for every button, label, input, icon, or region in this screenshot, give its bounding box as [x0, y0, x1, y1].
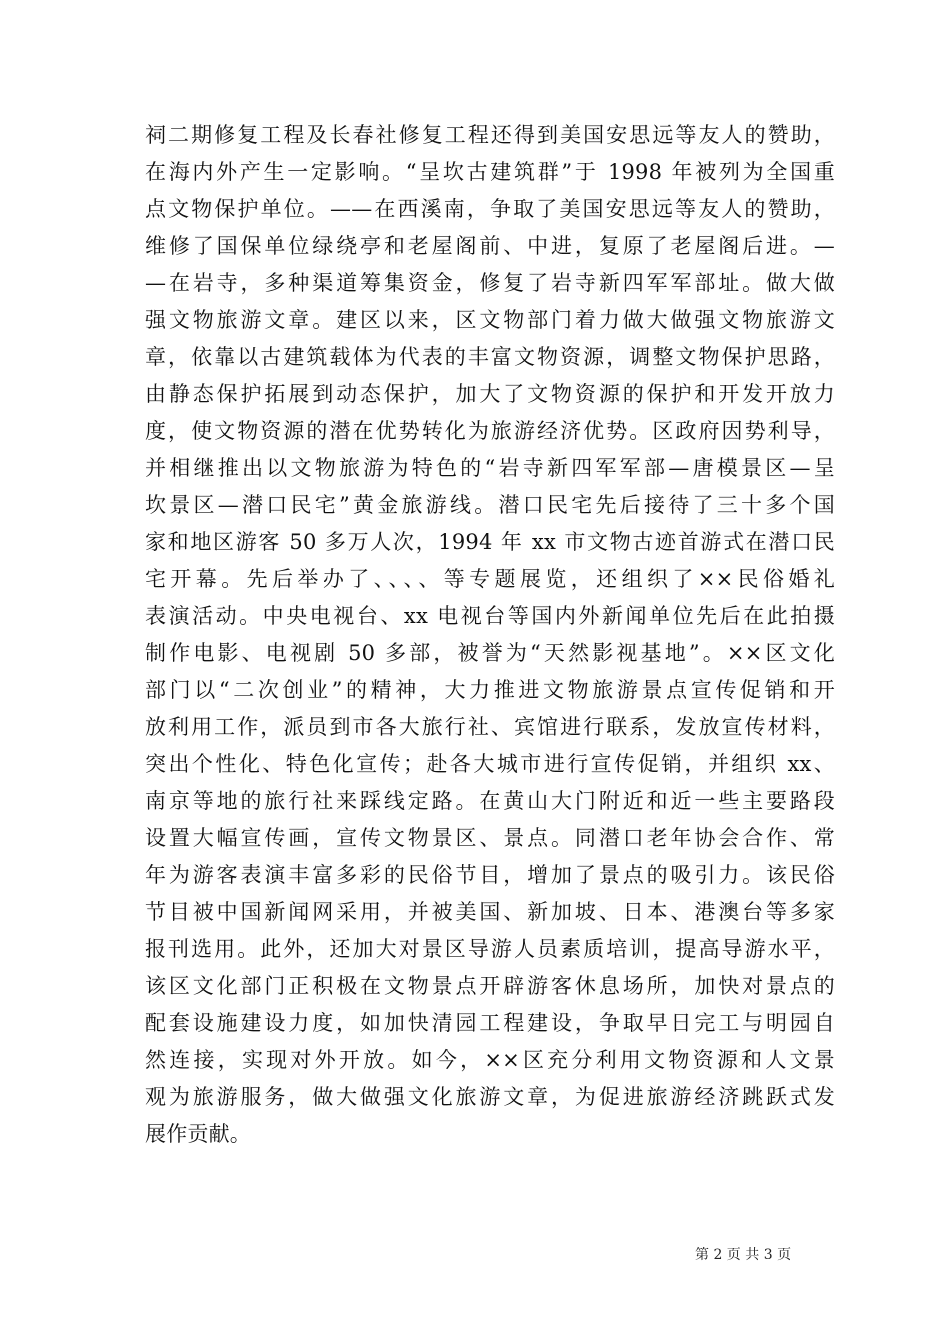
text-line: 然连接，实现对外开放。如今，××区充分利用文物资源和人文景 [145, 1048, 835, 1072]
text-line: 点文物保护单位。——在西溪南，争取了美国安思远等友人的赞助， [145, 197, 835, 221]
text-line: 祠二期修复工程及长春社修复工程还得到美国安思远等友人的赞助， [145, 123, 835, 147]
text-line: 由静态保护拓展到动态保护，加大了文物资源的保护和开发开放力 [145, 382, 835, 406]
body-text [145, 117, 835, 1153]
text-line: —在岩寺，多种渠道筹集资金，修复了岩寺新四军军部址。做大做 [145, 271, 835, 295]
text-line: 并相继推出以文物旅游为特色的“岩寺新四军军部—唐模景区—呈 [145, 456, 835, 480]
text-line: 配套设施建设力度，如加快清园工程建设，争取早日完工与明园自 [145, 1011, 835, 1035]
text-line-last: 展作贡献。 [145, 1122, 251, 1146]
text-line: 维修了国保单位绿绕亭和老屋阁前、中进，复原了老屋阁后进。— [145, 234, 835, 258]
text-line: 度，使文物资源的潜在优势转化为旅游经济优势。区政府因势利导， [145, 419, 835, 443]
text-line: 放利用工作，派员到市各大旅行社、宾馆进行联系，发放宣传材料， [145, 715, 835, 739]
text-line: 部门以“二次创业”的精神，大力推进文物旅游景点宣传促销和开 [145, 678, 835, 702]
page-number: 第 2 页 共 3 页 [695, 1247, 792, 1263]
text-line: 报刊选用。此外，还加大对景区导游人员素质培训，提高导游水平， [145, 937, 835, 961]
text-line: 坎景区—潜口民宅”黄金旅游线。潜口民宅先后接待了三十多个国 [145, 493, 835, 517]
text-line: 南京等地的旅行社来踩线定路。在黄山大门附近和近一些主要路段 [145, 789, 835, 813]
text-line: 章，依靠以古建筑载体为代表的丰富文物资源，调整文物保护思路， [145, 345, 835, 369]
text-line: 制作电影、电视剧 50 多部，被誉为“天然影视基地”。××区文化 [145, 641, 835, 665]
text-line: 年为游客表演丰富多彩的民俗节目，增加了景点的吸引力。该民俗 [145, 863, 835, 887]
text-line: 宅开幕。先后举办了、、、、等专题展览，还组织了××民俗婚礼 [145, 567, 835, 591]
text-line: 强文物旅游文章。建区以来，区文物部门着力做大做强文物旅游文 [145, 308, 835, 332]
text-line: 该区文化部门正积极在文物景点开辟游客休息场所，加快对景点的 [145, 974, 835, 998]
text-line: 观为旅游服务，做大做强文化旅游文章，为促进旅游经济跳跃式发 [145, 1085, 835, 1109]
text-line: 突出个性化、特色化宣传；赴各大城市进行宣传促销，并组织 xx、 [145, 752, 835, 776]
text-line: 家和地区游客 50 多万人次，1994 年 xx 市文物古迹首游式在潜口民 [145, 530, 835, 554]
text-line: 在海内外产生一定影响。“呈坎古建筑群”于 1998 年被列为全国重 [145, 160, 835, 184]
text-line: 设置大幅宣传画，宣传文物景区、景点。同潜口老年协会合作、常 [145, 826, 835, 850]
text-line: 节目被中国新闻网采用，并被美国、新加坡、日本、港澳台等多家 [145, 900, 835, 924]
text-line: 表演活动。中央电视台、xx 电视台等国内外新闻单位先后在此拍摄 [145, 604, 835, 628]
